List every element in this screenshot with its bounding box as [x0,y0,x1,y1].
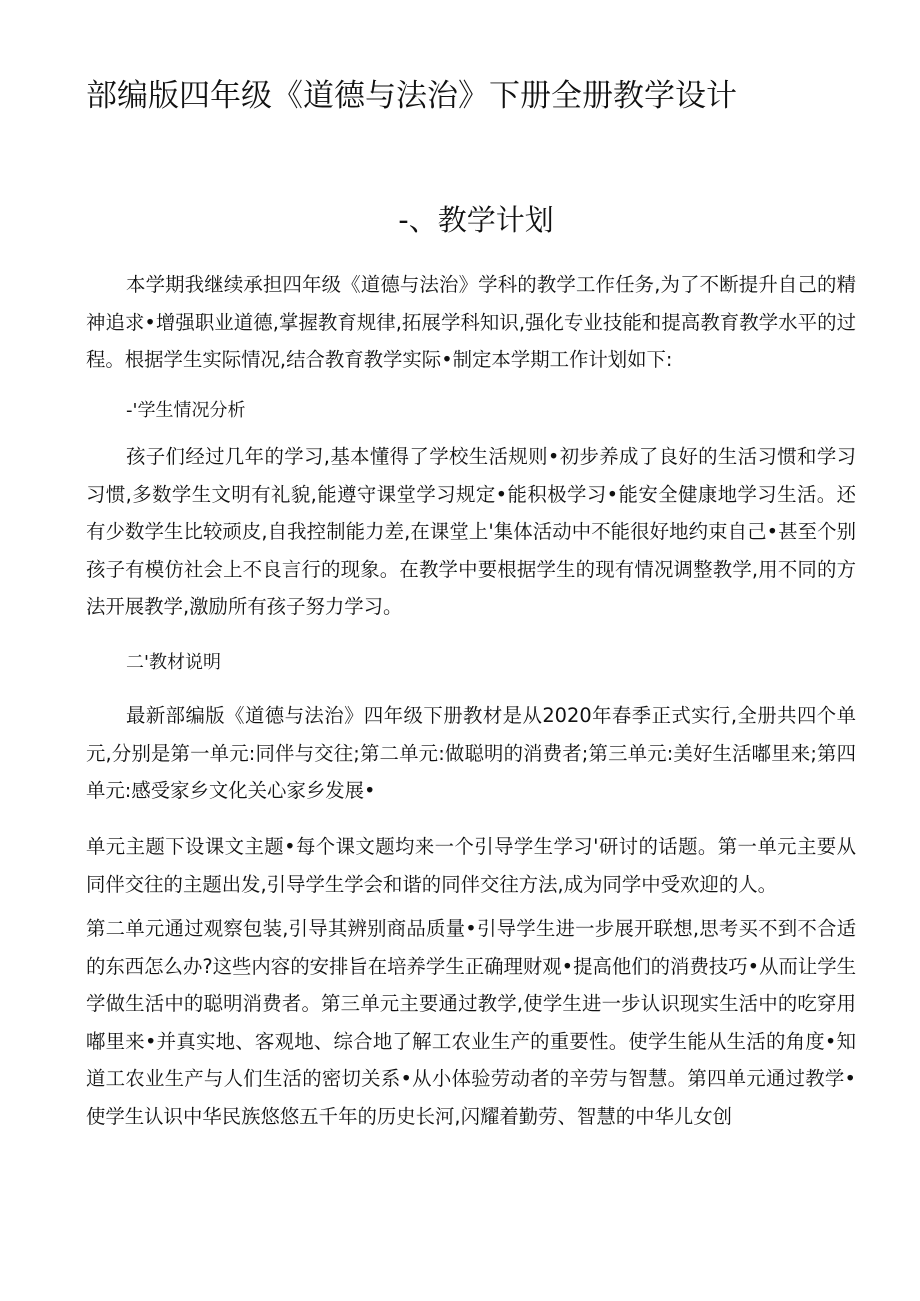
student-analysis-paragraph: 孩子们经过几年的学习,基本懂得了学校生活规则•初步养成了良好的生活习惯和学习习惯,多数学生文明有礼貌,能遵守课堂学习规定•能积极学习•能安全健康地学习生活。还有少数学生比较顽皮,自我控制能力差,在课堂上'集体活动中不能很好地约束自己•甚至个别孩子有模仿社会上不良言行的现象。在教学中要根据学生的现有情况调整教学,用不同的方法开展教学,激励所有孩子努力学习。 [86,445,856,619]
units-paragraph-second: 第二单元通过观察包装,引导其辨别商品质量•引导学生进一步展开联想,思考买不到不合适的东西怎么办?这些内容的安排旨在培养学生正确理财观•提高他们的消费技巧•从而让学生学做生活中的聪明消费者。第三单元主要通过教学,使学生进一步认识现实生活中的吃穿用嘟里来•并真实地、客观地、综合地了解工农业生产的重要性。使学生能从生活的角度•知道工农业生产与人们生活的密切关系•从小体验劳动者的辛劳与智慧。第四单元通过教学•使学生认识中华民族悠悠五千年的历史长河,闪耀着勤劳、智慧的中华儿女创 [86,917,857,1128]
subsection-heading-textbook-description: 二'教材说明 [126,652,221,673]
textbook-description-paragraph: 最新部编版《道德与法治》四年级下册教材是从2020年春季正式实行,全册共四个单元,分别是第一单元:同伴与交往;第二单元:做聪明的消费者;第三单元:美好生活嘟里来;第四单元:感受家乡文化关心家乡发展• [86,704,856,803]
subsection-heading-student-analysis: -'学生情况分析 [126,400,246,421]
intro-paragraph: 本学期我继续承担四年级《道德与法治》学科的教学工作任务,为了不断提升自己的精神追求•增强职业道德,掌握教育规律,拓展学科知识,强化专业技能和提高教育教学水平的过程。根据学生实际情况,结合教育教学实际•制定本学期工作计划如下: [86,273,856,372]
document-title: 部编版四年级《道德与法治》下册全册教学设计 [86,78,737,114]
units-paragraph-first: 单元主题下设课文主题•每个课文题均来一个引导学生学习'研讨的话题。第一单元主要从同伴交往的主题出发,引导学生学会和谐的同伴交往方法,成为同学中受欢迎的人。 [86,835,856,896]
section-title-teaching-plan: -、教学计划 [398,203,554,237]
